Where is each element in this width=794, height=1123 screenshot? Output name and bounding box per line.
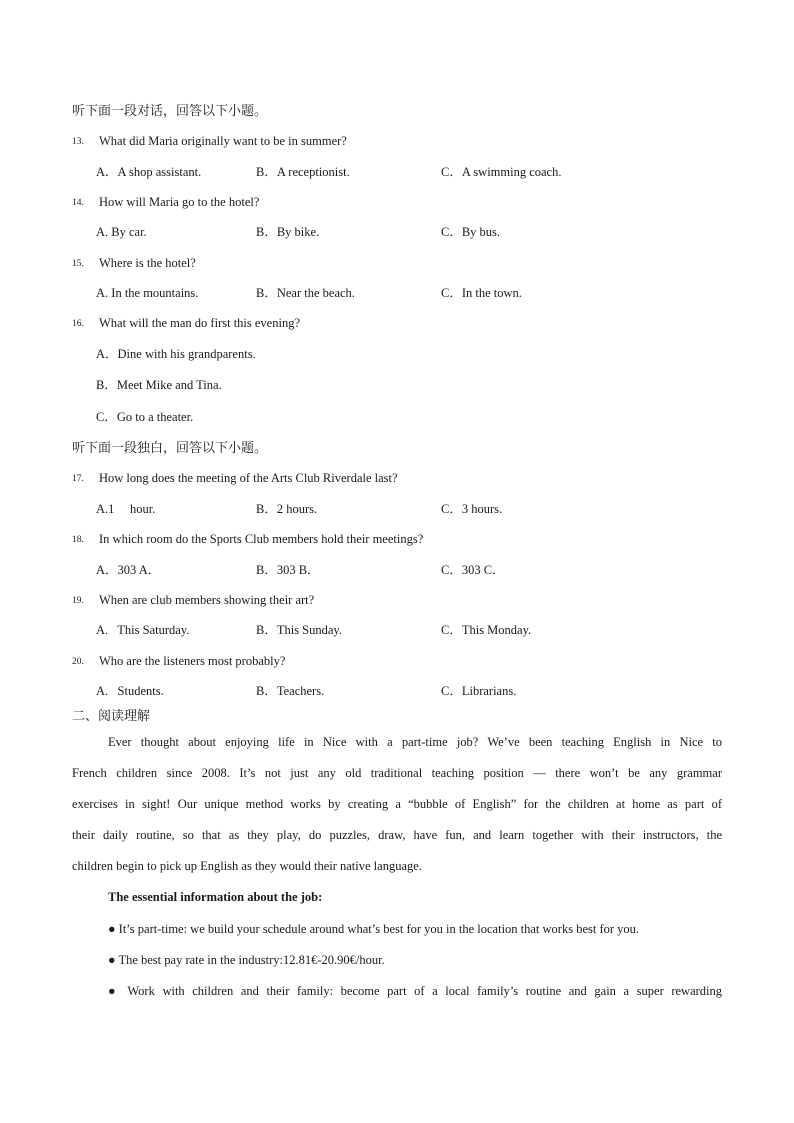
- question-number: 18.: [72, 535, 84, 545]
- option-c: C．This Monday.: [441, 623, 532, 637]
- option-b: B．A receptionist.: [256, 165, 350, 179]
- option-b: B．This Sunday.: [256, 623, 342, 637]
- passage-line: French children since 2008. It’s not just any old traditional teaching position — there won’t be any grammar: [72, 766, 722, 780]
- question-number: 17.: [72, 474, 84, 484]
- option-a: A．303 A．: [96, 563, 161, 577]
- section-heading-monologue: 听下面一段独白，回答以下小题。: [72, 440, 268, 455]
- question-number: 14.: [72, 198, 84, 208]
- option-a: A．Dine with his grandparents.: [96, 347, 256, 361]
- option-a: A．A shop assistant.: [96, 165, 202, 179]
- job-info-heading: The essential information about the job:: [108, 890, 323, 904]
- question-text: Who are the listeners most probably?: [99, 654, 286, 668]
- option-a: A. By car.: [96, 225, 147, 239]
- question-text: What will the man do first this evening?: [99, 316, 300, 330]
- option-b: B．2 hours.: [256, 502, 318, 516]
- bullet-item: ● It’s part-time: we build your schedule around what’s best for you in the location that works best for you.: [108, 922, 640, 936]
- option-a: A. In the mountains.: [96, 286, 199, 300]
- option-c: C．303 C．: [441, 563, 505, 577]
- option-c: C．By bus.: [441, 225, 501, 239]
- question-text: How will Maria go to the hotel?: [99, 195, 260, 209]
- question-number: 15.: [72, 259, 84, 269]
- option-c: C．3 hours.: [441, 502, 503, 516]
- passage-line: children begin to pick up English as they would their native language.: [72, 859, 422, 873]
- option-a: A. This Saturday.: [96, 623, 190, 637]
- option-c: C．Go to a theater.: [96, 410, 194, 424]
- question-number: 19.: [72, 596, 84, 606]
- option-a: A. Students.: [96, 684, 164, 698]
- option-c: C．In the town.: [441, 286, 522, 300]
- passage-line: Ever thought about enjoying life in Nice with a part-time job? We’ve been teaching English in Nice to: [108, 735, 722, 749]
- section-heading-dialogue: 听下面一段对话，回答以下小题。: [72, 103, 268, 118]
- question-text: What did Maria originally want to be in summer?: [99, 134, 347, 148]
- question-number: 20.: [72, 657, 84, 667]
- question-text: How long does the meeting of the Arts Club Riverdale last?: [99, 471, 398, 485]
- option-a: A.1 hour.: [96, 502, 156, 516]
- passage-line: their daily routine, so that as they play, do puzzles, draw, have fun, and learn together with their instructors, the: [72, 828, 722, 842]
- option-c: C．Librarians.: [441, 684, 517, 698]
- question-number: 16.: [72, 319, 84, 329]
- question-number: 13.: [72, 137, 84, 147]
- option-b: B．Near the beach.: [256, 286, 355, 300]
- option-c: C．A swimming coach.: [441, 165, 562, 179]
- section-heading-reading: 二、阅读理解: [72, 708, 151, 723]
- bullet-item: ● Work with children and their family: become part of a local family’s routine and gain a super rewarding: [108, 984, 722, 998]
- question-text: Where is the hotel?: [99, 256, 196, 270]
- question-text: When are club members showing their art?: [99, 593, 315, 607]
- option-b: B．Teachers.: [256, 684, 325, 698]
- bullet-item: ● The best pay rate in the industry:12.81€-20.90€/hour.: [108, 953, 385, 967]
- option-b: B．By bike.: [256, 225, 320, 239]
- passage-line: exercises in sight! Our unique method works by creating a “bubble of English” for the children at home as part of: [72, 797, 722, 811]
- option-b: B．303 B．: [256, 563, 320, 577]
- option-b: B．Meet Mike and Tina.: [96, 378, 222, 392]
- question-text: In which room do the Sports Club members hold their meetings?: [99, 532, 424, 546]
